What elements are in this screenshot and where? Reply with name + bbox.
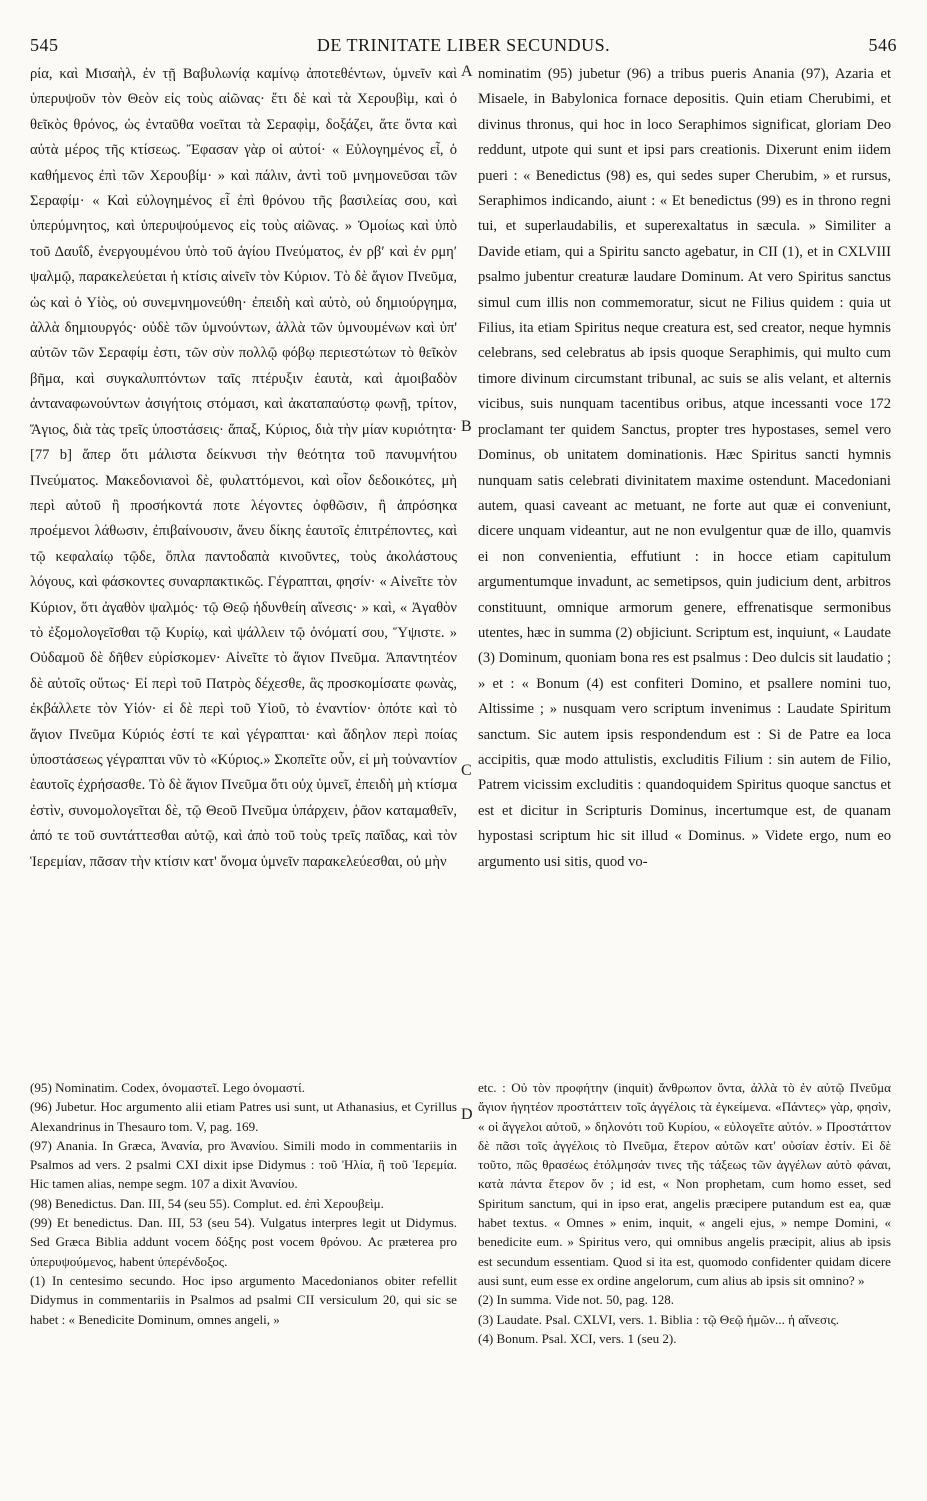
footnotes-left [30,1078,457,1329]
greek-main-column [30,62,457,875]
running-title: DE TRINITATE LIBER SECUNDUS. [316,35,611,55]
greek-text: ρία, καὶ Μισαὴλ, ἐν τῇ Βαβυλωνίᾳ καμίνῳ ἀποτεθέντων, ὑμνεῖν καὶ ὑπερυψοῦν τὸν Θεὸν εἰς τοὺς αἰῶνας· ἔτι δὲ καὶ τὰ Χερουβὶμ, καὶ ὁ θεῖκὸς θρόνος, ὡς ἐνταῦθα νοεῖται τὰ Σεραφὶμ, δοξάζει, ἅτε ὄντα καὶ αὐτὰ μέρος τῆς κτίσεως. Ἔφασαν γὰρ οἱ αὐτοί· « Εὐλογημένος εἶ, ὁ καθήμενος ἐπὶ τῶν Χερουβίμ· » καὶ πάλιν, ἀντὶ τοῦ μνημονεῦσαι τῶν Σεραφίμ· « Καὶ εὐλογημένος εἶ ἐπὶ θρόνου τῆς βασιλείας σου, καὶ ὑπερύμνητος, καὶ ὑπερυψούμενος εἰς τοὺς αἰῶνας. » Ὁμοίως καὶ ὑπὸ τοῦ Δαυΐδ, ἐνεργουμένου ὑπὸ τοῦ ἁγίου Πνεύματος, ἐν ρβʹ καὶ ἐν ρμηʹ ψαλμῷ, παρακελεύεται ἡ κτίσις αἰνεῖν τὸν Κύριον. Τὸ δὲ ἅγιον Πνεῦμα, ὡς καὶ ὁ Υἱὸς, οὐ συνεμνημονεύθη· ἐπειδὴ καὶ αὐτὸ, οὐ δημιούργημα, ἀλλὰ δημιουργός· οὐδὲ τῶν ὑμνούντων, ἀλλὰ τῶν ὑμνουμένων καὶ ὑπ' αὐτῶν τῶν Σεραφίμ ἐστι, τῶν σὺν πολλῷ φόβῳ περιεστώτων τὸ θεῖκὸν βῆμα, καὶ συγκαλυπτόντων ταῖς πτέρυξιν ἑαυτὰ, καὶ ἀμοιβαδὸν ἀνταναφωνούντων ἀσιγήτοις στόμασι, καὶ ἀκαταπαύστῳ φωνῇ, τρίτον, Ἅγιος, διὰ τὰς τρεῖς ὑποστάσεις· ἅπαξ, Κύριος, διὰ τὴν μίαν κυριότητα· [77 b] ἅπερ ὅτι μάλιστα δείκνυσι τὴν θεότητα τοῦ πανυμνήτου Πνεύματος. Μακεδονιανοὶ δὲ, φυλαττόμενοι, καὶ οἷον δεδοικότες, μὴ περὶ αὐτοῦ ἢ προσήκοντά ποτε λέγοντες ὀφθῶσιν, ἢ ἀπρόσηκα προέμενοι λάθωσιν, ἐπιβαίνουσιν, ἄνευ δίκης ἑαυτοῖς ἐπιτρέποντες, καὶ τῷ κεφαλαίῳ τῷδε, ὅπλα παντοδαπὰ κινοῦντες, τοὺς ἀκολάστους λόγους, καὶ φάσκοντες συναρπακτικῶς. Γέγραπται, φησίν· « Αἰνεῖτε τὸν Κύριον, ὅτι ἀγαθὸν ψαλμός· τῷ Θεῷ ἡδυνθείη αἴνεσις· » καὶ, « Ἀγαθὸν τὸ ἐξομολογεῖσθαι τῷ Κυρίῳ, καὶ ψάλλειν τῷ ὀνόματί σου, Ὕψιστε. » Οὐδαμοῦ δὲ δῆθεν εὑρίσκομεν· Αἰνεῖτε τὸ ἅγιον Πνεῦμα. Ἀπαντητέον δὲ αὐτοῖς οὕτως· Εἰ περὶ τοῦ Πατρὸς δέχεσθε, ἃς προσκομίσατε φωνὰς, ἐκβάλλετε τὸν Υἱόν· εἰ δὲ περὶ τοῦ Υἱοῦ, τὸ ἐναντίον· ὁπότε καὶ τὸ ἅγιον Πνεῦμα Κύριός ἐστί τε καὶ γέγραπται· καὶ ἄδηλον περὶ ποίας ὑποστάσεως γέγραπται νῦν τὸ «Κύριος.» Σκοπεῖτε οὖν, εἰ μὴ τοὐναντίον ἑαυτοῖς ἐχρήσασθε. Τὸ δὲ ἅγιον Πνεῦμα ὅτι οὐχ ὑμνεῖ, ἐπειδὴ μὴ κτίσμα ἐστὶν, συνομολογεῖται δὲ, τῷ Θεοῦ Πνεῦμα ὑπάρχειν, ῥᾶον καταμαθεῖν, ἀπό τε τοῦ συντάττεσθαι αὐτῷ, καὶ ἀπὸ τοῦ τοὺς τρεῖς παῖδας, καὶ τὸν Ἱερεμίαν, πᾶσαν τὴν κτίσιν κατ' ὄνομα ὑμνεῖν παρακελεύεσθαι, οὐ μὴν [30,66,457,870]
footnote-96: (96) Jubetur. Hoc argumento alii etiam Patres usi sunt, ut Athanasius, et Cyrillus Alexandrinus in Thesauro tom. V, pag. 169. [30,1099,457,1134]
footnote-3: (3) Laudate. Psal. CXLVI, vers. 1. Biblia : τῷ Θεῷ ἡμῶν... ἡ αἴνεσις. [478,1311,840,1327]
latin-text: nominatim (95) jubetur (96) a tribus pueris Anania (97), Azaria et Misaele, in Babylonica fornace depositis. Quin etiam Cherubimi, et divinus thronus, qui hoc in loco Seraphimos significat, gloriam Deo reddunt, utpote qui sunt et ipsi pars creationis. Dixerunt enim iidem pueri : « Benedictus (98) es, qui sedes super Cherubim, » et rursus, Seraphimos indicando, aiunt : « Et benedictus (99) es in throno regni tui, et superlaudabilis, et superexaltatus in sæcula. » Similiter a Davide etiam, qui a Spiritu sancto agebatur, in CII (1), et in CXLVIII psalmo jubentur creaturæ laudare Dominum. At vero Spiritus sanctus simul cum illis non commemoratur, sicut ne Filius quidem : quia ut Filius, ita etiam Spiritus neque creatura est, sed creator, neque hymnis celebrans, sed celebratus ab ipsis quoque Seraphimis, qui multo cum timore divinum circumstant tribunal, ac suis se alis velant, et alternis vicibus, suis nunquam tacentibus oribus, atque incessanti voce 172 proclamant ter quidem Sanctus, propter tres hypostases, semel vero Dominus, ob unitatem dominationis. Hæc Spiritus sancti hymnis nunquam satis celebrati divinitatem maxime ostendunt. Macedoniani autem, quasi caveant ac metuant, ne forte aut quæ ei conveniunt, dicere unquam videantur, aut ne non evulgentur quæ de illo, quamvis ei non convenientia, effutiunt : in hocce etiam capitulum argumentumque invadunt, ac semetipsos, quin judicium dent, arbitros constituunt, omnique armorum genere, effrenatisque sermonibus utentes, hæc in summa (2) objiciunt. Scriptum est, inquiunt, « Laudate (3) Dominum, quoniam bona res est psalmus : Deo dulcis sit laudatio ; » et : « Bonum (4) est confiteri Domino, et psallere nomini tuo, Altissime ; » nusquam vero scriptum invenimus : Laudate Spiritum sanctum. Sic autem ipsis respondendum est : Si de Patre ea loca accipitis, quæ modo attulistis, excluditis Filium : sin autem de Filio, Patrem vicissim excluditis : quandoquidem Spiritus quoque sanctus et est et dicitur in Scripturis Dominus, incertumque est, de quanam hypostasi scriptum hic sit illud « Dominus. » Videte ergo, num eo argumento usi sitis, quod vo- [478,66,891,870]
page-header [30,35,897,59]
footnote-4: (4) Bonum. Psal. XCI, vers. 1 (seu 2). [478,1330,677,1346]
margin-marker-c: C [461,762,472,779]
footnote-1-continued: etc. : Οὐ τὸν προφήτην (inquit) ἄνθρωπον ὄντα, ἀλλὰ τὸ ἐν αὐτῷ Πνεῦμα ἅγιον ἡγητέον προστάττειν τοῖς ἀγγέλοις τὰ ἐγκείμενα. «Πάντες» γὰρ, φησὶν, « οἱ ἄγγελοι αὐτοῦ, » δηλονότι τοῦ Κυρίου, « εὐλογεῖτε αὐτόν. » Προστάττον δὲ πᾶσι τοῖς ἀγγέλοις τὸ Πνεῦμα, ἕτερον αὐτῶν κατ' οὐσίαν ἐστίν. Εἰ δὲ τοῦτο, πῶς θρασέως ἐτόλμησάν τινες τῆς τάξεως τῶν ἀγγέλων αὐτὸ φάναι, κατὰ πάντα ἕτερον ὄν ; id est, « Non prophetam, cum homo esset, sed Spiritum sanctum, qui in ipso erat, angelis præcipere putandum est ea, quæ habet textus. « Omnes » enim, inquit, « angeli ejus, » nempe Domini, « benedicite eum. » Spiritus vero, qui omnibus angelis præcipit, alius ab ipsis est secundum essentiam. Quod si ita est, quomodo confidenter quidam dicere ausi sunt, eum esse ex ordine angelorum, cum alius ab ipsis sit omnino? » [478,1080,891,1288]
page-number-left: 545 [30,35,59,55]
latin-main-column [478,62,891,875]
footnote-98: (98) Benedictus. Dan. III, 54 (seu 55). Complut. ed. ἐπὶ Χερουβεὶμ. [30,1195,384,1211]
page-number-right: 546 [868,35,897,55]
margin-marker-d: D [461,1106,473,1123]
margin-marker-b: B [461,418,472,435]
footnote-99: (99) Et benedictus. Dan. III, 53 (seu 54). Vulgatus interpres legit ut Didymus. Sed Græca Biblia addunt vocem δόξης post vocem θρόνου. Ac præterea pro ὑπερυψούμενος, habent ὑπερένδοξος. [30,1215,457,1269]
margin-marker-a: A [461,63,473,80]
footnote-97: (97) Anania. In Græca, Ἀνανία, pro Ἀνανίου. Simili modo in commentariis in Psalmos ad vers. 2 psalmi CXI dixit ipse Didymus : τοῦ Ἠλία, ἢ τοῦ Ἱερεμία. Hic tamen alias, nempe segm. 107 a dixit Ἀνανίου. [30,1137,457,1192]
footnote-2: (2) In summa. Vide not. 50, pag. 128. [478,1292,675,1308]
footnotes-right [478,1078,891,1348]
footnote-95: (95) Nominatim. Codex, ὀνομαστεῖ. Lego ὀνομαστί. [30,1080,305,1095]
footnote-1: (1) In centesimo secundo. Hoc ipso argumento Macedonianos obiter refellit Didymus in commentariis in Psalmos ad psalmi CII versiculum 20, qui sic se habet : « Benedicite Dominum, omnes angeli, » [30,1272,457,1327]
